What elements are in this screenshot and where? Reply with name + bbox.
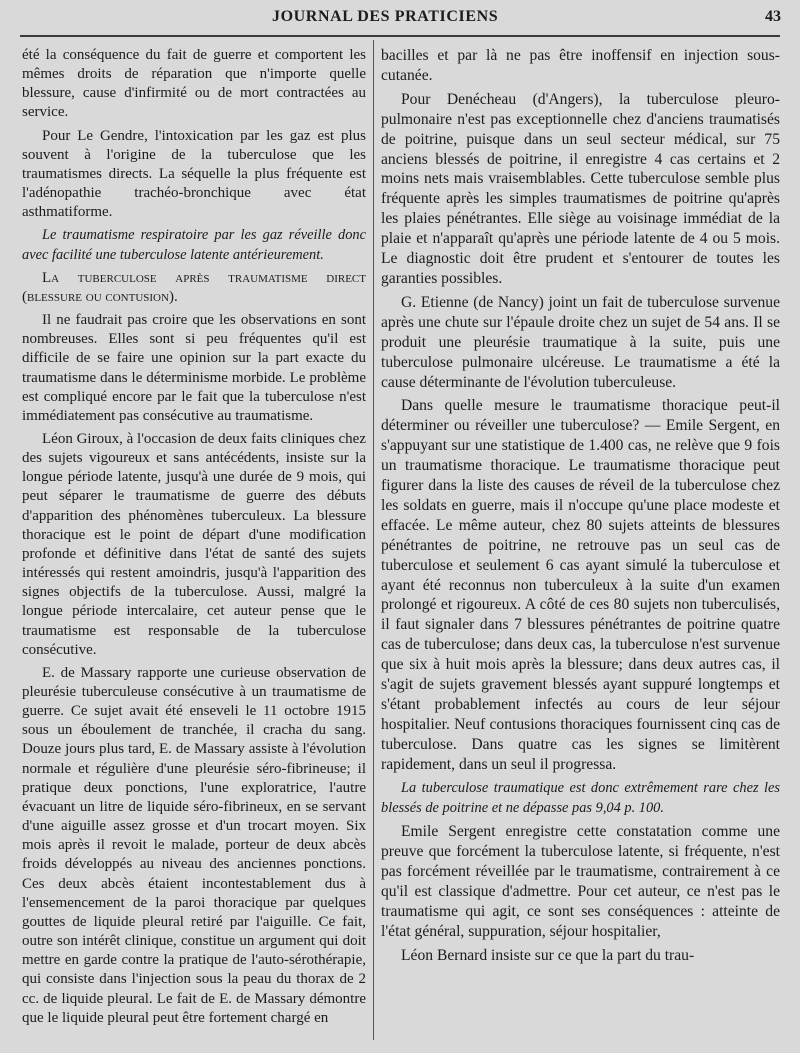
paragraph: Léon Bernard insiste sur ce que la part du trau- — [401, 946, 695, 964]
page-number: 43 — [765, 8, 781, 25]
paragraph: E. de Massary rapporte une curieuse observation de pleurésie tuberculeuse consécutive à un traumatisme de guerre. Ce sujet avait été enseveli le 11 octobre 1915 sous un éboulement de tranchée, il cracha du sang. Douze jours plus tard, E. de Massary assiste à l'évolution normale et régulière d'une pleurésie séro-fibrineuse; il pratique deux ponctions, l'une exploratrice, l'autre évacuant un litre de liquide séro-fibrineux, en se servant d'une aiguille assez grosse et d'un trocart moyen. Six mois après il revoit le malade, porteur de deux abcès froids développés au niveau des anciennes ponctions. Ces deux abcès étaient incontestablement dus à l'ensemencement de la paroi thoracique par quelques gouttes de liquide pleural retiré par l'aiguille. Ce fait, outre son intérêt clinique, constitue un argument qui doit mettre en garde contre la pratique de l'auto-sérothérapie, qui consiste dans l'injection sous la peau du thorax de 2 cc. de liquide pleural. Le fait de E. de Massary démontre que le liquide pleural peut être fortement chargé en — [22, 664, 366, 1026]
italic-paragraph: La tuberculose traumatique est donc extrêmement rare chez les blessés de poitrine et ne dépasse pas 9,04 p. 100. — [381, 779, 780, 816]
paragraph: G. Etienne (de Nancy) joint un fait de tuberculose survenue après une chute sur l'épaule droite chez un sujet de 54 ans. Il se produit une pleurésie traumatique à la suite, puis une tuberculose pulmonaire ulcéreuse. Le traumatisme a été la cause déterminante de l'évolution tuberculeuse. — [381, 293, 780, 391]
right-column — [381, 46, 780, 970]
journal-title: JOURNAL DES PRATICIENS — [272, 8, 499, 25]
italic-paragraph: Le traumatisme respiratoire par les gaz réveille donc avec facilité une tuberculose latente antérieurement. — [22, 227, 366, 263]
page-header — [0, 6, 800, 30]
left-column — [22, 46, 366, 1032]
paragraph: été la conséquence du fait de guerre et comportent les mêmes droits de réparation que n'importe quelle blessure, cause d'infirmité ou de mort contractées au service. — [22, 47, 366, 121]
paragraph: Léon Giroux, à l'occasion de deux faits cliniques chez des sujets vigoureux et sans antécédents, insiste sur la longue période latente, jusqu'à une durée de 9 mois, qui peut séparer le traumatisme de guerre des débuts d'apparition des phénomènes tuberculeux. La blessure thoracique est le point de départ d'une modification profonde et définitive dans l'état de santé des sujets intéressés qui restent amoindris, jusqu'à l'apparition des signes objectifs de la tuberculose. Aussi, malgré la longue période intercalaire, cet auteur pense que le traumatisme est responsable de la tuberculose consécutive. — [22, 430, 366, 658]
section-heading: La tuberculose après traumatisme direct (blessure ou contusion). — [22, 269, 366, 305]
paragraph: bacilles et par là ne pas être inoffensif en injection sous-cutanée. — [381, 47, 780, 84]
paragraph: Dans quelle mesure le traumatisme thoracique peut-il déterminer ou réveiller une tuberculose? — Emile Sergent, en s'appuyant sur une statistique de 1.400 cas, ne relève que 9 fois un traumatisme thoracique. Le traumatisme thoracique peut figurer dans la liste des causes de réveil de la tuberculose chez les soldats en guerre, mais il n'occupe qu'une place modeste et effacée. Le même auteur, chez 80 sujets atteints de blessures pénétrantes de poitrine, ne retrouve pas un seul cas de tuberculose et seulement 6 cas ayant simulé la tuberculose et ayant été reconnus non tuberculeux à la suite d'un examen prolongé et rigoureux. A côté de ces 80 sujets non tuberculisés, il faut signaler dans 7 blessures pénétrantes de poitrine quatre cas de tuberculose; dans deux cas, la tuberculose n'est survenue que six à huit mois après la blessure; dans deux autres cas, il s'agit de sujets gravement blessés ayant suppuré longtemps et s'étant probablement infectés au cours de leur séjour hospitalier. Neuf contusions thoraciques fournissent cinq cas de tuberculose. Dans quatre cas les signes se limitèrent rapidement, dans un seul il progressa. — [381, 397, 780, 773]
paragraph: Il ne faudrait pas croire que les observations en sont nombreuses. Elles sont si peu fréquentes qu'il est difficile de se faire une opinion sur la part exacte du traumatisme dans le déterminisme morbide. Le problème est compliqué encore par le fait que la tuberculose n'est immédiatement pas consécutive au traumatisme. — [22, 312, 366, 424]
paragraph: Pour Le Gendre, l'intoxication par les gaz est plus souvent à l'origine de la tuberculose que les traumatismes directs. La séquelle la plus fréquente est l'adénopathie trachéo-bronchique avec état asthmatiforme. — [22, 127, 366, 221]
paragraph: Emile Sergent enregistre cette constatation comme une preuve que forcément la tuberculose latente, si fréquente, n'est pas forcément réveillée par le traumatisme, contrairement à ce qu'il est classique d'admettre. Pour cet auteur, ce n'est pas le traumatisme qui agit, ce sont ses conséquences : atteinte de l'état général, suppuration, séjour hospitalier, — [381, 823, 780, 940]
paragraph: Pour Denécheau (d'Angers), la tuberculose pleuro-pulmonaire n'est pas exceptionnelle chez d'anciens traumatisés de poitrine, puisque dans un seul secteur médical, sur 75 anciens blessés de poitrine, il enregistre 4 cas certains et 2 moins nets mais vraisemblables. Cette tuberculose semble plus fréquente après les simples traumatismes de poitrine qu'après les plaies pénétrantes. Elle siège au voisinage immédiat de la plaie et n'apparaît qu'après une période latente de 4 ou 5 mois. Le diagnostic doit être prudent et s'entourer de toutes les garanties possibles. — [381, 90, 780, 287]
column-divider — [373, 40, 374, 1040]
header-rule — [20, 35, 780, 37]
